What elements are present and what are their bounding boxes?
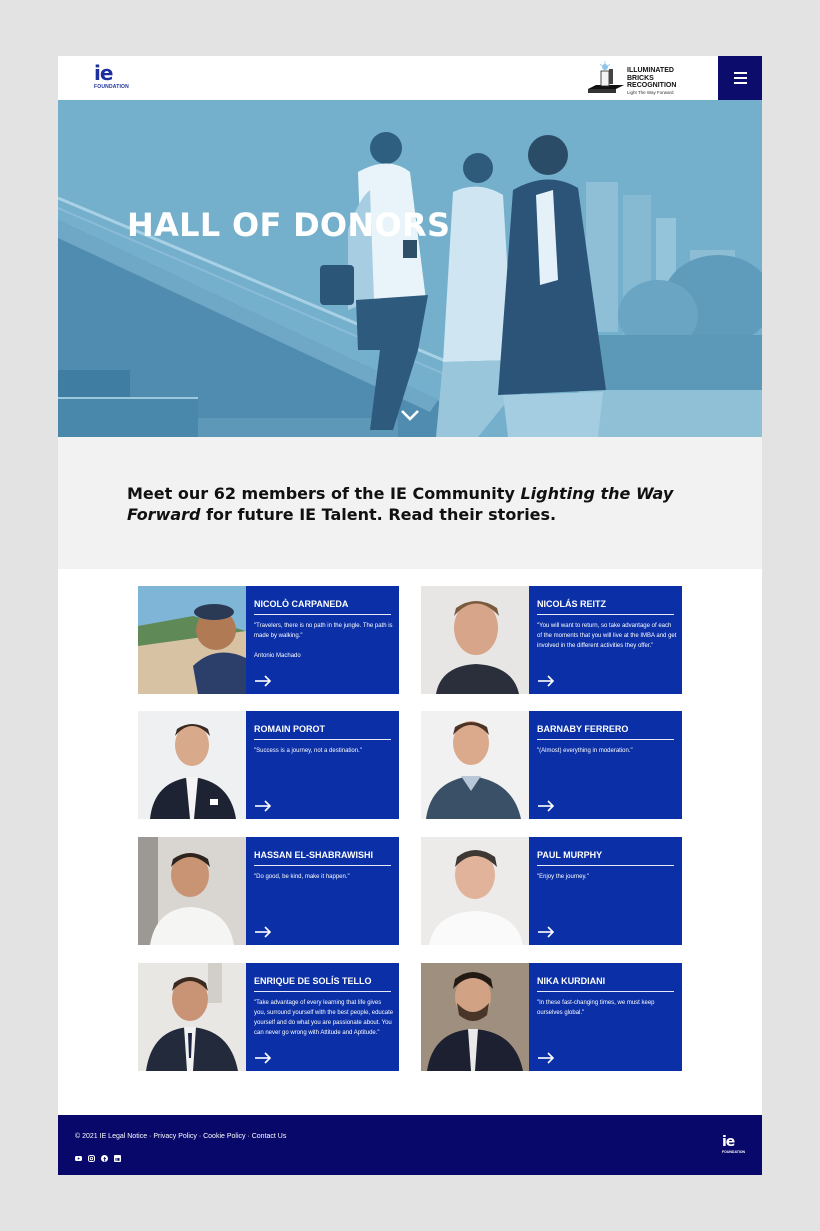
footer-logo-mark: ie [722, 1134, 735, 1150]
youtube-icon[interactable] [75, 1149, 82, 1156]
arrow-right-icon[interactable] [254, 926, 272, 938]
donor-name: NICOLÒ CARPANEDA [254, 599, 391, 615]
arrow-right-icon[interactable] [537, 1052, 555, 1064]
site-header [58, 56, 762, 100]
donor-photo [421, 711, 529, 819]
bricks-tagline: Light The Way Forward [627, 90, 674, 95]
donor-photo [138, 711, 246, 819]
hero-title: HALL OF DONORS [127, 206, 451, 244]
donor-card[interactable] [138, 711, 399, 819]
donor-name: ROMAIN POROT [254, 724, 391, 740]
donor-photo [138, 963, 246, 1071]
hamburger-menu-button[interactable] [718, 56, 762, 100]
donor-quote [254, 621, 394, 661]
donor-name: PAUL MURPHY [537, 850, 674, 866]
social-links [75, 1149, 121, 1156]
arrow-right-icon[interactable] [254, 800, 272, 812]
donor-name: NIKA KURDIANI [537, 976, 674, 992]
donor-photo [138, 837, 246, 945]
donor-quote: "Do good, be kind, make it happen." [254, 874, 350, 880]
donor-name: NICOLÁS REITZ [537, 599, 674, 615]
facebook-icon[interactable] [101, 1149, 108, 1156]
hero-banner [58, 100, 762, 437]
donor-photo [421, 837, 529, 945]
footer-links[interactable]: © 2021 IE Legal Notice · Privacy Policy · Cookie Policy · Contact Us [75, 1133, 287, 1140]
arrow-right-icon[interactable] [254, 675, 272, 687]
footer-logo-subtitle: FOUNDATION [722, 1150, 746, 1154]
arrow-right-icon[interactable] [537, 675, 555, 687]
donor-quote: "Take advantage of every learning that life gives you, surround yourself with the best people, educate yourself and do what you are passionate about. You can never go wrong with Attitude and Aptitude." [254, 1000, 394, 1036]
donor-card[interactable] [421, 963, 682, 1071]
donor-card[interactable] [138, 963, 399, 1071]
footer-ie-logo[interactable] [722, 1135, 748, 1157]
donor-quote: "Enjoy the journey." [537, 874, 589, 880]
donor-card[interactable] [421, 837, 682, 945]
menu-line [734, 72, 747, 74]
donor-name: BARNABY FERRERO [537, 724, 674, 740]
illuminated-bricks-logo[interactable] [586, 61, 696, 95]
logo-mark: ie [94, 61, 113, 85]
donor-quote: "In these fast-changing times, we must keep ourselves global." [537, 1000, 655, 1016]
arrow-right-icon[interactable] [254, 1052, 272, 1064]
bricks-icon [586, 61, 626, 95]
linkedin-icon[interactable] [114, 1149, 121, 1156]
intro-text-part: for future IE Talent. Read their stories. [200, 505, 557, 524]
intro-text-emphasis: Lighting the Way Forward [127, 484, 674, 524]
logo-subtitle: FOUNDATION [94, 84, 129, 90]
chevron-down-icon[interactable] [400, 408, 420, 422]
donor-name: ENRIQUE DE SOLÍS TELLO [254, 976, 391, 992]
donor-quote: "You will want to return, so take advantage of each of the moments that you will live at the IMBA and get involved in the different activities they offer." [537, 623, 677, 649]
donor-quote: "(Almost) everything in moderation." [537, 748, 633, 754]
donor-card[interactable] [421, 586, 682, 694]
intro-section [58, 437, 762, 569]
donor-quote: "Success is a journey, not a destination." [254, 748, 362, 754]
donor-quote-text: "Travelers, there is no path in the jungle. The path is made by walking." [254, 623, 393, 639]
bricks-title [627, 67, 676, 90]
intro-text-part: Meet our 62 members of the IE Community [127, 484, 521, 503]
donor-card[interactable] [421, 711, 682, 819]
instagram-icon[interactable] [88, 1149, 95, 1156]
bricks-title-line: ILLUMINATED [627, 67, 674, 74]
bricks-title-line: BRICKS [627, 74, 654, 82]
ie-foundation-logo[interactable] [94, 63, 134, 95]
donor-card[interactable] [138, 837, 399, 945]
arrow-right-icon[interactable] [537, 800, 555, 812]
menu-line [734, 82, 747, 84]
donor-quote-author: Antonio Machado [254, 653, 301, 659]
menu-line [734, 77, 747, 79]
donor-name: HASSAN EL-SHABRAWISHI [254, 850, 391, 866]
arrow-right-icon[interactable] [537, 926, 555, 938]
donor-photo [421, 586, 529, 694]
donor-card[interactable] [138, 586, 399, 694]
page [58, 56, 762, 1175]
bricks-title-line: RECOGNITION [627, 82, 677, 89]
intro-text [127, 483, 707, 525]
donor-photo [421, 963, 529, 1071]
hero-photo [58, 100, 762, 437]
donor-photo [138, 586, 246, 694]
site-footer [58, 1115, 762, 1175]
